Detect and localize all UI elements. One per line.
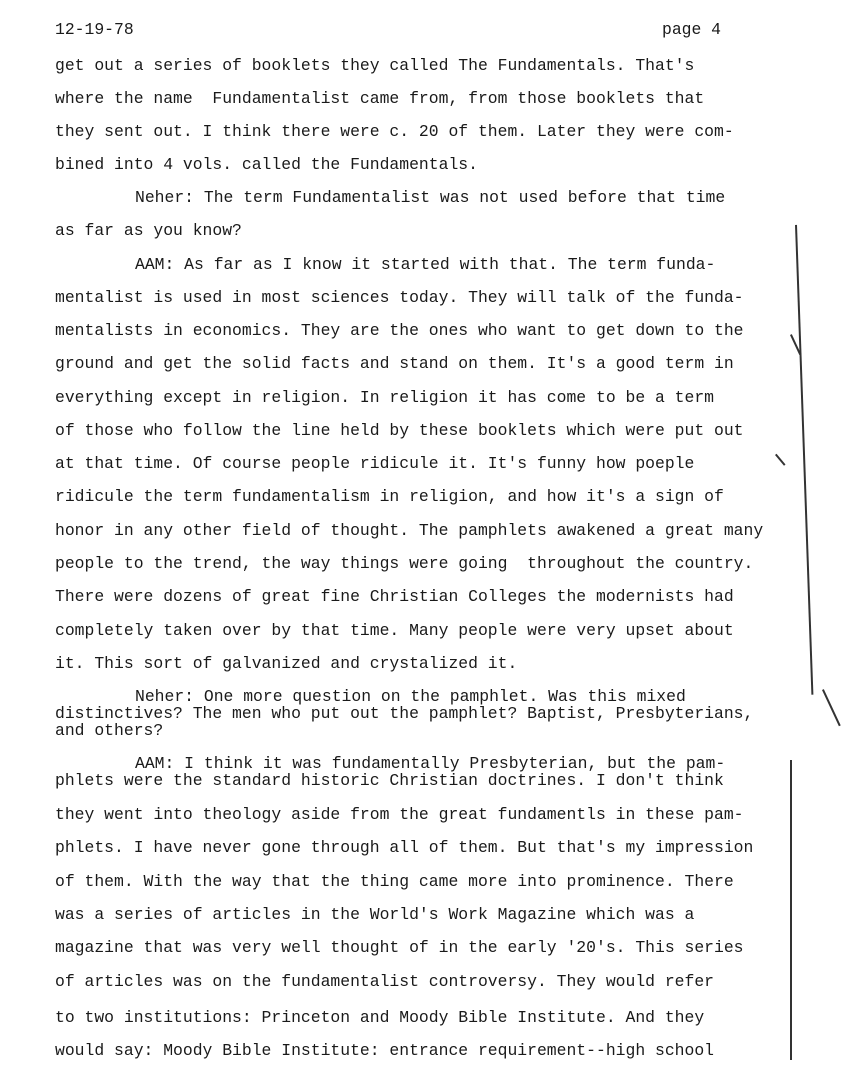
text-line: Neher: One more question on the pamphlet. Was this mixed bbox=[135, 687, 686, 706]
text-line: where the name Fundamentalist came from, from those booklets that bbox=[55, 89, 705, 108]
text-line: Neher: The term Fundamentalist was not used before that time bbox=[135, 188, 726, 207]
text-line: mentalist is used in most sciences today. They will talk of the funda- bbox=[55, 288, 744, 307]
text-line: would say: Moody Bible Institute: entrance requirement--high school bbox=[55, 1041, 715, 1060]
text-line: people to the trend, the way things were going throughout the country. bbox=[55, 554, 754, 573]
margin-line-mark bbox=[795, 225, 813, 695]
text-line: of articles was on the fundamentalist controversy. They would refer bbox=[55, 972, 715, 991]
text-line: ridicule the term fundamentalism in religion, and how it's a sign of bbox=[55, 487, 724, 506]
text-line: AAM: I think it was fundamentally Presbyterian, but the pam- bbox=[135, 754, 726, 773]
text-line: distinctives? The men who put out the pamphlet? Baptist, Presbyterians, bbox=[55, 704, 754, 723]
text-line: completely taken over by that time. Many people were very upset about bbox=[55, 621, 734, 640]
text-line: they sent out. I think there were c. 20 of them. Later they were com- bbox=[55, 122, 734, 141]
text-line: get out a series of booklets they called The Fundamentals. That's bbox=[55, 56, 695, 75]
text-line: everything except in religion. In religion it has come to be a term bbox=[55, 388, 715, 407]
text-line: bined into 4 vols. called the Fundamentals. bbox=[55, 155, 478, 174]
text-line: to two institutions: Princeton and Moody Bible Institute. And they bbox=[55, 1008, 705, 1027]
text-line: it. This sort of galvanized and crystalized it. bbox=[55, 654, 518, 673]
text-line: ground and get the solid facts and stand on them. It's a good term in bbox=[55, 354, 734, 373]
date-header: 12-19-78 bbox=[55, 20, 134, 39]
text-line: they went into theology aside from the great fundamentls in these pam- bbox=[55, 805, 744, 824]
page-number: page 4 bbox=[662, 20, 722, 39]
text-line: honor in any other field of thought. The pamphlets awakened a great many bbox=[55, 521, 764, 540]
text-line: AAM: As far as I know it started with that. The term funda- bbox=[135, 255, 716, 274]
text-line: mentalists in economics. They are the ones who want to get down to the bbox=[55, 321, 744, 340]
text-line: phlets were the standard historic Christian doctrines. I don't think bbox=[55, 771, 724, 790]
text-line: of them. With the way that the thing came more into prominence. There bbox=[55, 872, 734, 891]
margin-tick-mark bbox=[822, 689, 840, 726]
text-line: was a series of articles in the World's Work Magazine which was a bbox=[55, 905, 695, 924]
text-line: at that time. Of course people ridicule it. It's funny how poeple bbox=[55, 454, 695, 473]
margin-tick-mark bbox=[775, 454, 785, 466]
text-line: magazine that was very well thought of in the early '20's. This series bbox=[55, 938, 744, 957]
text-line: There were dozens of great fine Christian Colleges the modernists had bbox=[55, 587, 734, 606]
text-line: and others? bbox=[55, 721, 164, 740]
text-line: as far as you know? bbox=[55, 221, 242, 240]
text-line: phlets. I have never gone through all of them. But that's my impression bbox=[55, 838, 754, 857]
text-line: of those who follow the line held by these booklets which were put out bbox=[55, 421, 744, 440]
margin-line-mark bbox=[790, 760, 792, 1060]
